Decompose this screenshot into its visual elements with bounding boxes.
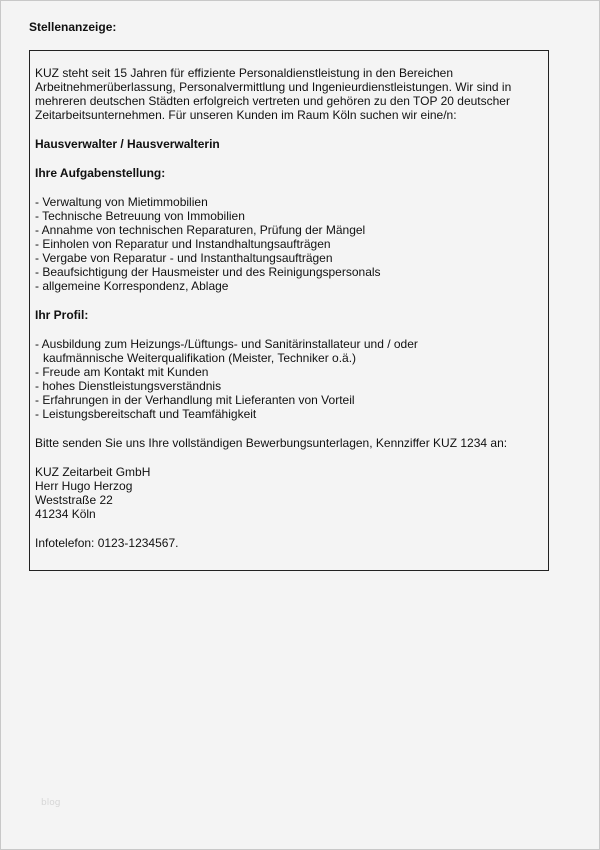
intro-paragraph: [35, 66, 543, 122]
list-item: - Technische Betreuung von Immobilien: [35, 209, 245, 223]
list-item: - hohes Dienstleistungsverständnis: [35, 379, 222, 393]
address-line: 41234 Köln: [35, 507, 96, 521]
profile-heading: Ihr Profil:: [35, 308, 89, 322]
job-title: Hausverwalter / Hausverwalterin: [35, 137, 220, 151]
contact-address: [35, 465, 543, 521]
list-item: - Erfahrungen in der Verhandlung mit Lieferanten von Vorteil: [35, 393, 355, 407]
tasks-heading: Ihre Aufgabenstellung:: [35, 166, 166, 180]
address-line: Herr Hugo Herzog: [35, 479, 133, 493]
list-item: - Freude am Kontakt mit Kunden: [35, 365, 209, 379]
list-item: - Vergabe von Reparatur - und Instanthaltungsaufträgen: [35, 251, 333, 265]
list-item: - Beaufsichtigung der Hausmeister und des Reinigungspersonals: [35, 265, 381, 279]
list-item: - Annahme von technischen Reparaturen, Prüfung der Mängel: [35, 223, 366, 237]
address-line: KUZ Zeitarbeit GmbH: [35, 465, 151, 479]
list-item: - Ausbildung zum Heizungs-/Lüftungs- und Sanitärinstallateur und / oder: [35, 337, 418, 351]
list-item: - Leistungsbereitschaft und Teamfähigkeit: [35, 407, 257, 421]
job-ad-content: [35, 66, 543, 550]
address-line: Weststraße 22: [35, 493, 113, 507]
info-phone: Infotelefon: 0123-1234567.: [35, 536, 179, 550]
job-ad-box: [29, 50, 549, 571]
list-item-continuation: kaufmännische Weiterqualifikation (Meister, Techniker o.ä.): [43, 351, 357, 365]
intro-line: KUZ steht seit 15 Jahren für effiziente Personaldienstleistung in den Bereichen: [35, 66, 454, 80]
list-item: - Einholen von Reparatur und Instandhaltungsaufträgen: [35, 237, 331, 251]
list-item: - allgemeine Korrespondenz, Ablage: [35, 279, 229, 293]
watermark-text: blog: [41, 798, 61, 808]
application-note: Bitte senden Sie uns Ihre vollständigen Bewerbungsunterlagen, Kennziffer KUZ 1234 an:: [35, 436, 508, 450]
intro-line: Arbeitnehmerüberlassung, Personalvermittlung und Ingenieurdienstleistungen. Wir sind in: [35, 80, 512, 94]
list-item: - Verwaltung von Mietimmobilien: [35, 195, 208, 209]
intro-line: mehreren deutschen Städten erfolgreich vertreten und gehören zu den TOP 20 deutscher: [35, 94, 510, 108]
intro-line: Zeitarbeitsunternehmen. Für unseren Kunden im Raum Köln suchen wir eine/n:: [35, 108, 457, 122]
profile-list: [35, 337, 543, 421]
tasks-list: [35, 195, 543, 293]
page-title: Stellenanzeige:: [29, 20, 117, 34]
